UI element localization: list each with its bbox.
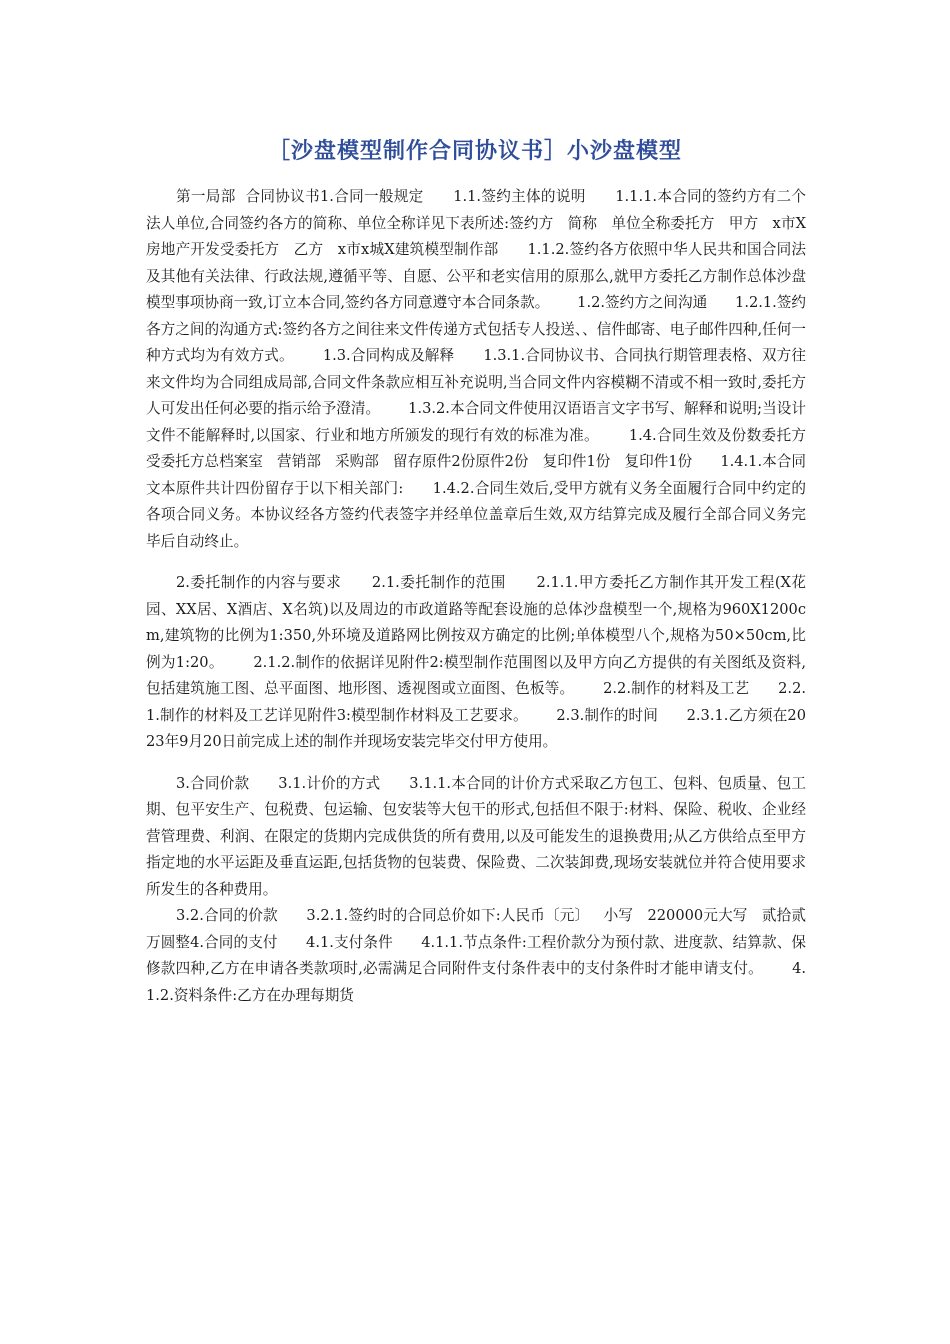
paragraph-contract-payment: 3.2.合同的价款 3.2.1.签约时的合同总价如下:人民币〔元〕 小写 220000元大写 贰拾贰万圆整4.合同的支付 4.1.支付条件 4.1.1.节点条件:工程价款分为预付款、进度款、结算款、保修款四种,乙方在申请各类款项时,必需满足合同附件支付条件表中的支付条件时才能申请支付。 4.1.2.资料条件:乙方在办理每期货 (146, 907, 806, 1004)
paragraph-commission-scope: 2.委托制作的内容与要求 2.1.委托制作的范围 2.1.1.甲方委托乙方制作其开发工程(X花园、XX居、X酒店、X名筑)以及周边的市政道路等配套设施的总体沙盘模型一个,规格为960X1200cm,建筑物的比例为1:350,外环境及道路网比例按双方确定的比例;单体模型八个,规格为50×50cm,比例为1:20。 2.1.2.制作的依据详见附件2:模型制作范围图以及甲方向乙方提供的有关图纸及资料,包括建筑施工图、总平面图、地形图、透视图或立面图、色板等。 2.2.制作的材料及工艺 2.2.1.制作的材料及工艺详见附件3:模型制作材料及工艺要求。 2.3.制作的时间 2.3.1.乙方须在2023年9月20日前完成上述的制作并现场安装完毕交付甲方使用。 (146, 574, 806, 750)
paragraph-spacer (146, 555, 806, 570)
paragraph-spacer (146, 756, 806, 771)
paragraph-contract-general: 第一局部 合同协议书1.合同一般规定 1.1.签约主体的说明 1.1.1.本合同的签约方有二个法人单位,合同签约各方的简称、单位全称详见下表所述:签约方 简称 单位全称委托方 甲方 x市X房地产开发受委托方 乙方 x市x城X建筑模型制作部 1.1.2.签约各方依照中华人民共和国合同法及其他有关法律、行政法规,遵循平等、自愿、公平和老实信用的原那么,就甲方委托乙方制作总体沙盘模型事项协商一致,订立本合同,签约各方同意遵守本合同条款。 1.2.签约方之间沟通 1.2.1.签约各方之间的沟通方式:签约各方之间往来文件传递方式包括专人投送、、信件邮寄、电子邮件四种,任何一种方式均为有效方式。 1.3.合同构成及解释 1.3.1.合同协议书、合同执行期管理表格、双方往来文件均为合同组成局部,合同文件条款应相互补充说明,当合同文件内容模糊不清或不相一致时,委托方人可发出任何必要的指示给予澄清。 1.3.2.本合同文件使用汉语语言文字书写、解释和说明;当设计文件不能解释时,以国家、行业和地方所颁发的现行有效的标准为准。 1.4.合同生效及份数委托方 受委托方总档案室 营销部 采购部 留存原件2份原件2份 复印件1份 复印件1份 1.4.1.本合同文本原件共计四份留存于以下相关部门: 1.4.2.合同生效后,受甲方就有义务全面履行合同中约定的各项合同义务。本协议经各方签约代表签字并经单位盖章后生效,双方结算完成及履行全部合同义务完毕后自动终止。 (146, 188, 820, 550)
document-body (146, 184, 820, 1009)
document-title: ［沙盘模型制作合同协议书］小沙盘模型 (267, 139, 682, 164)
paragraph-contract-price: 3.合同价款 3.1.计价的方式 3.1.1.本合同的计价方式采取乙方包工、包料、包质量、包工期、包平安生产、包税费、包运输、包安装等大包干的形式,包括但不限于:材料、保险、税收、企业经营管理费、利润、在限定的货期内完成供货的所有费用,以及可能发生的退换费用;从乙方供给点至甲方指定地的水平运距及垂直运距,包括货物的包装费、保险费、二次装卸费,现场安装就位并符合使用要求所发生的各种费用。 (146, 774, 806, 898)
